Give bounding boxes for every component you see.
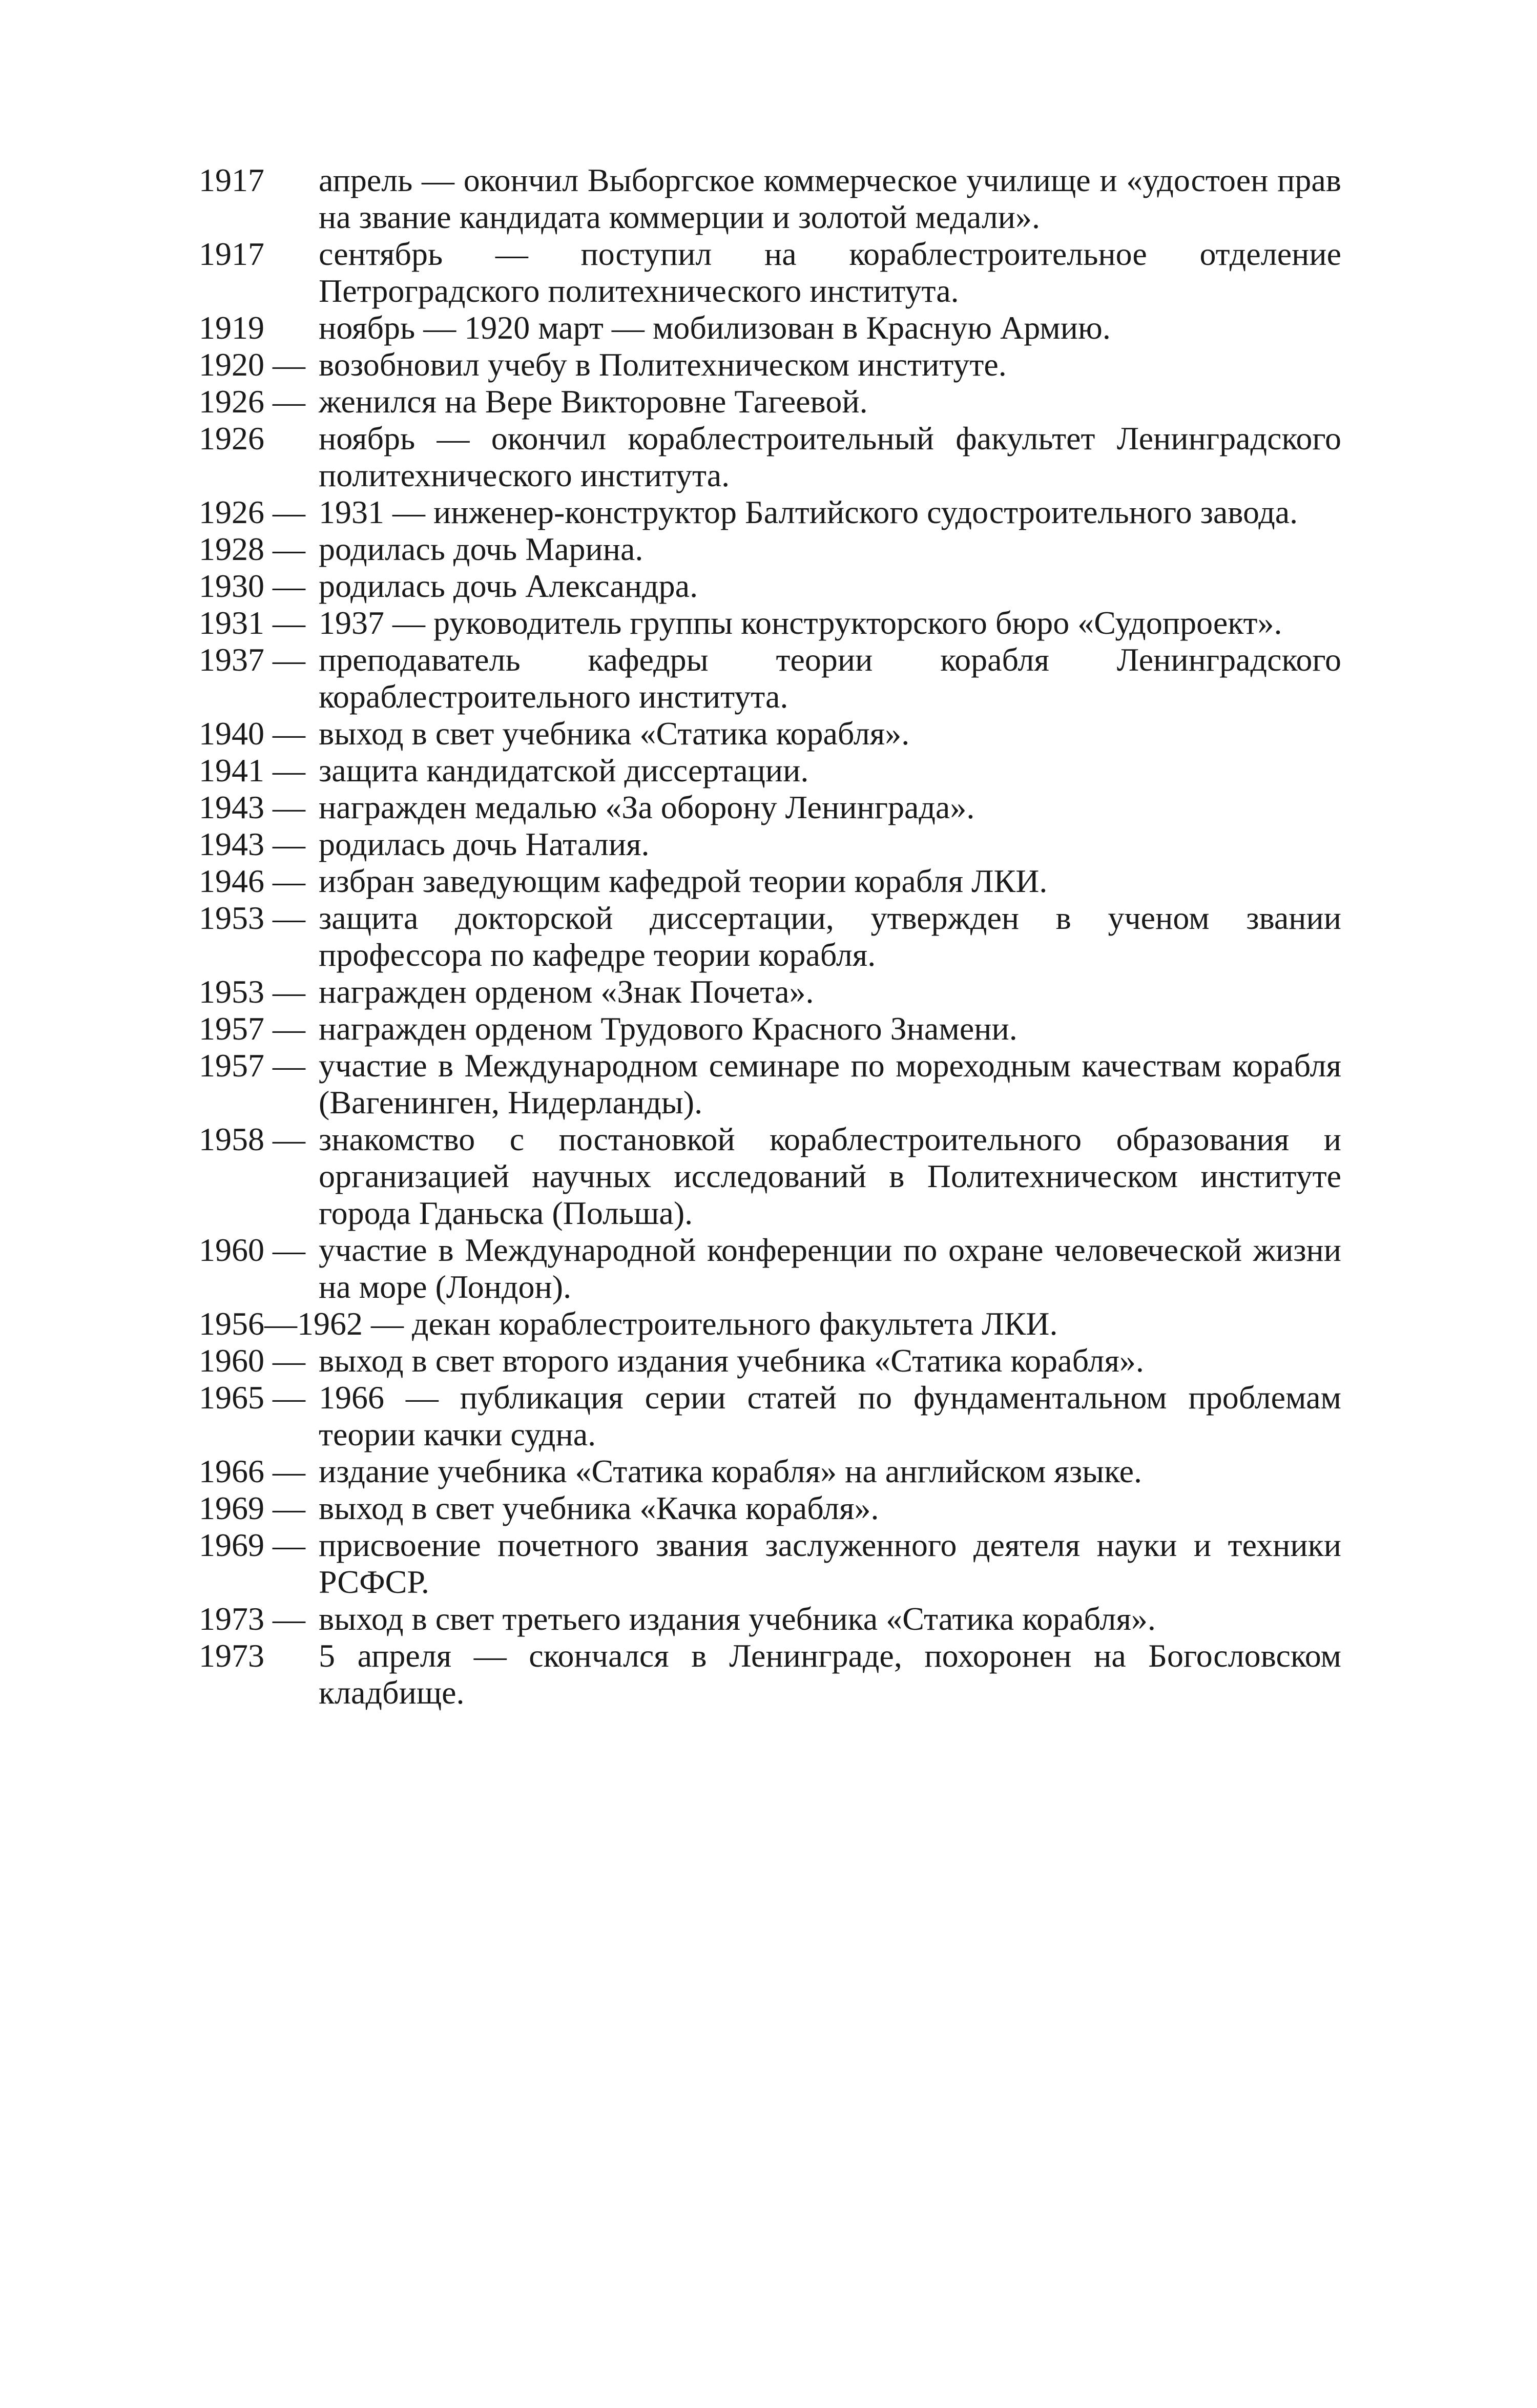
entry-text: ноябрь — окончил кораблестроительный факультет Ленинградского политехнического института. — [319, 420, 1341, 493]
entry-date: 1953 — — [199, 973, 305, 1010]
entry-date: 1943 — — [199, 789, 305, 825]
entry-date: 1917 — [199, 236, 264, 272]
chronology-entry — [199, 1490, 1341, 1527]
entry-text: ноябрь — 1920 март — мобилизован в Красную Армию. — [319, 309, 1111, 346]
entry-text: выход в свет учебника «Статика корабля». — [319, 715, 910, 752]
entry-date: 1920 — — [199, 346, 305, 383]
entry-date: 1969 — — [199, 1490, 305, 1526]
entry-date: 1930 — — [199, 568, 305, 604]
entry-text: защита кандидатской диссертации. — [319, 752, 809, 788]
chronology-entry — [199, 1601, 1341, 1637]
chronology-entry — [199, 973, 1341, 1010]
entry-date: 1957 — — [199, 1047, 305, 1084]
entry-text: выход в свет третьего издания учебника «Статика корабля». — [319, 1601, 1156, 1637]
entry-text: награжден орденом «Знак Почета». — [319, 973, 814, 1010]
chronology-entry — [199, 641, 1341, 715]
entry-text: выход в свет учебника «Качка корабля». — [319, 1490, 879, 1526]
entry-text: 1937 — руководитель группы конструкторского бюро «Судопроект». — [319, 605, 1282, 641]
entry-text: издание учебника «Статика корабля» на английском языке. — [319, 1453, 1143, 1489]
entry-text: сентябрь — поступил на кораблестроительное отделение Петроградского политехнического института. — [319, 236, 1341, 309]
entry-date: 1926 — — [199, 494, 305, 530]
entry-date: 1969 — — [199, 1527, 305, 1563]
entry-date: 1946 — — [199, 863, 305, 899]
chronology-entry — [199, 1637, 1341, 1711]
chronology-entry — [199, 1453, 1341, 1490]
chronology-entry — [199, 494, 1341, 531]
entry-date: 1960 — — [199, 1232, 305, 1268]
chronology-entry — [199, 1232, 1341, 1305]
entry-text: преподаватель кафедры теории корабля Ленинградского кораблестроительного института. — [319, 641, 1341, 715]
entry-date: 1941 — — [199, 752, 305, 788]
entry-date: 1957 — — [199, 1010, 305, 1047]
chronology-entry — [199, 420, 1341, 494]
entry-text: знакомство с постановкой кораблестроительного образования и организацией научных исследований в Политехническом институте города Гданьска (Польша). — [319, 1121, 1341, 1231]
chronology-entry — [199, 346, 1341, 383]
entry-text: избран заведующим кафедрой теории корабля ЛКИ. — [319, 863, 1048, 899]
chronology-entry — [199, 531, 1341, 568]
chronology-entry — [199, 789, 1341, 826]
entry-date: 1937 — — [199, 641, 305, 678]
entry-date: 1917 — [199, 162, 264, 198]
chronology-entry — [199, 752, 1341, 789]
entry-date: 1926 — [199, 420, 264, 456]
entry-text: возобновил учебу в Политехническом институте. — [319, 346, 1007, 383]
chronology-entry — [199, 826, 1341, 863]
entry-text: защита докторской диссертации, утвержден в ученом звании профессора по кафедре теории корабля. — [319, 900, 1341, 973]
chronology-entry — [199, 162, 1341, 236]
entry-text: выход в свет второго издания учебника «Статика корабля». — [319, 1342, 1144, 1379]
chronology-entry — [199, 1047, 1341, 1121]
chronology-entry — [199, 1379, 1341, 1453]
entry-date: 1953 — — [199, 900, 305, 936]
chronology-entry — [199, 1342, 1341, 1379]
entry-text: родилась дочь Александра. — [319, 568, 698, 604]
chronology-list — [199, 162, 1341, 1711]
entry-text: участие в Международном семинаре по мореходным качествам корабля (Вагенинген, Нидерланды). — [319, 1047, 1341, 1120]
entry-date: 1956—1962 — — [199, 1305, 404, 1342]
chronology-entry — [199, 715, 1341, 752]
entry-text: родилась дочь Марина. — [319, 531, 643, 567]
chronology-entry — [199, 605, 1341, 641]
entry-text: 1931 — инженер-конструктор Балтийского судостроительного завода. — [319, 494, 1298, 530]
chronology-entry — [199, 1527, 1341, 1601]
chronology-entry — [199, 1305, 1341, 1342]
chronology-entry — [199, 1010, 1341, 1047]
entry-date: 1965 — — [199, 1379, 305, 1416]
entry-text: апрель — окончил Выборгское коммерческое училище и «удостоен прав на звание кандидата коммерции и золотой медали». — [319, 162, 1341, 235]
entry-date: 1958 — — [199, 1121, 305, 1157]
entry-text: декан кораблестроительного факультета ЛКИ. — [412, 1305, 1058, 1342]
entry-date: 1973 — [199, 1637, 264, 1674]
entry-date: 1928 — — [199, 531, 305, 567]
chronology-entry — [199, 568, 1341, 605]
entry-text: присвоение почетного звания заслуженного деятеля науки и техники РСФСР. — [319, 1527, 1341, 1600]
entry-text: родилась дочь Наталия. — [319, 826, 650, 862]
chronology-entry — [199, 236, 1341, 309]
chronology-entry — [199, 309, 1341, 346]
entry-text: 1966 — публикация серии статей по фундаментальном проблемам теории качки судна. — [319, 1379, 1341, 1452]
chronology-entry — [199, 863, 1341, 900]
entry-date: 1973 — — [199, 1601, 305, 1637]
entry-text: участие в Международной конференции по охране человеческой жизни на море (Лондон). — [319, 1232, 1341, 1305]
chronology-entry — [199, 383, 1341, 420]
entry-date: 1940 — — [199, 715, 305, 752]
entry-date: 1919 — [199, 309, 264, 346]
entry-text: женился на Вере Викторовне Тагеевой. — [319, 383, 868, 420]
entry-date: 1943 — — [199, 826, 305, 862]
entry-text: награжден медалью «За оборону Ленинграда». — [319, 789, 975, 825]
entry-date: 1931 — — [199, 605, 305, 641]
entry-date: 1966 — — [199, 1453, 305, 1489]
chronology-entry — [199, 1121, 1341, 1232]
entry-text: 5 апреля — скончался в Ленинграде, похоронен на Богословском кладбище. — [319, 1637, 1341, 1711]
entry-date: 1960 — — [199, 1342, 305, 1379]
entry-text: награжден орденом Трудового Красного Знамени. — [319, 1010, 1017, 1047]
entry-date: 1926 — — [199, 383, 305, 420]
chronology-entry — [199, 900, 1341, 973]
